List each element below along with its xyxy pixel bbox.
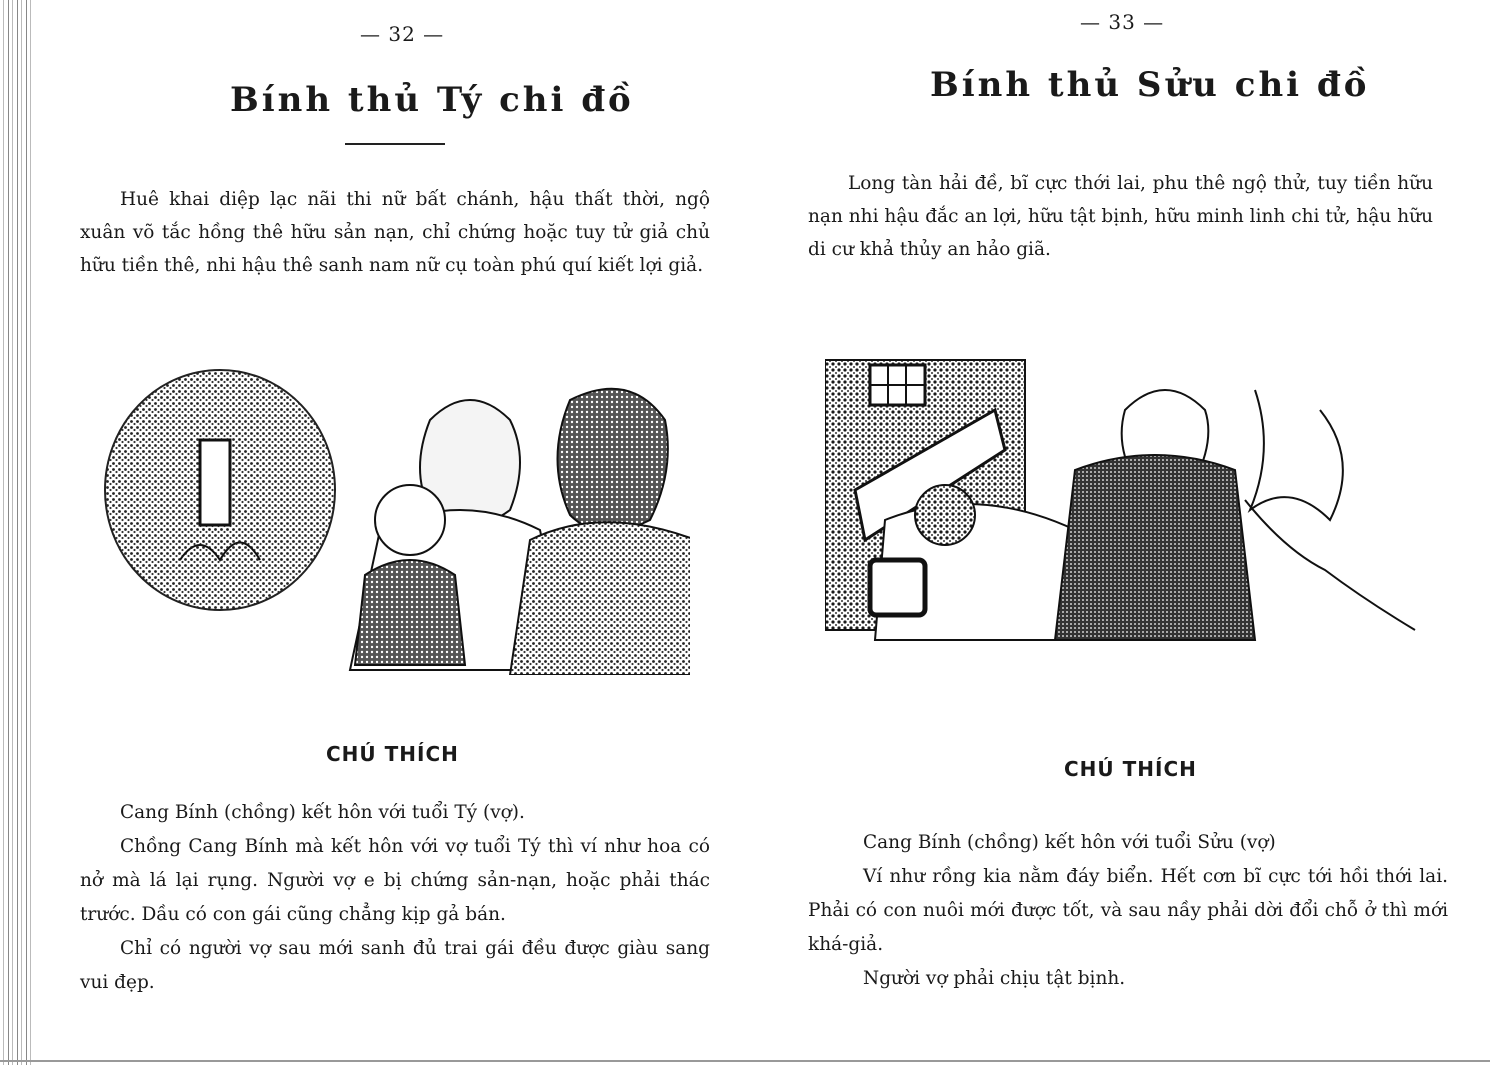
page-title: Bính thủ Sửu chi đồ — [930, 65, 1370, 105]
book-spine — [0, 0, 32, 1065]
verse-text: Huê khai diệp lạc nãi thi nữ bất chánh, hậu thất thời, ngộ xuân võ tắc hồng thê hữu sản nạn, chỉ chứng hoặc tuy tử giả chủ hữu tiền thê, nhi hậu thê sanh nam nữ cụ toàn phú quí kiết lợi giả. — [80, 189, 710, 276]
left-page — [40, 0, 740, 1065]
note-paragraph: Cang Bính (chồng) kết hôn với tuổi Sửu (vợ) — [863, 832, 1276, 853]
verse-text: Long tàn hải đề, bĩ cực thới lai, phu thê ngộ thử, tuy tiền hữu nạn nhi hậu đắc an lợi, hữu tật bịnh, hữu minh linh chi tử, hậu hữu di cư khả thủy an hảo giã. — [808, 173, 1433, 260]
note-paragraph: Chỉ có người vợ sau mới sanh đủ trai gái đều được giàu sang vui đẹp. — [80, 938, 710, 993]
page-bottom-edge — [0, 1060, 1490, 1062]
notes-text — [80, 796, 710, 1000]
note-paragraph: Người vợ phải chịu tật bịnh. — [863, 968, 1126, 989]
page-number: — 32 — — [360, 22, 445, 46]
note-paragraph: Cang Bính (chồng) kết hôn với tuổi Tý (vợ). — [120, 802, 525, 823]
title-underline — [345, 143, 445, 145]
illustration-mother-child — [100, 360, 690, 675]
caption-heading: CHÚ THÍCH — [326, 742, 459, 766]
illustration-sick-bed — [825, 350, 1425, 665]
page-title: Bính thủ Tý chi đồ — [230, 80, 634, 120]
page-number: — 33 — — [1080, 10, 1165, 34]
notes-text — [808, 826, 1448, 996]
note-paragraph: Chồng Cang Bính mà kết hôn với vợ tuổi Tý thì ví như hoa có nở mà lá lại rụng. Người vợ e bị chứng sản-nạn, hoặc phải thác trước. Dầu có con gái cũng chẳng kịp gả bán. — [80, 836, 710, 925]
note-paragraph: Ví như rồng kia nằm đáy biển. Hết cơn bĩ cực tới hồi thới lai. Phải có con nuôi mới được tốt, và sau nầy phải dời đổi chỗ ở thì mới khá-giả. — [808, 866, 1448, 955]
caption-heading: CHÚ THÍCH — [1064, 757, 1197, 781]
right-page — [770, 0, 1470, 1065]
